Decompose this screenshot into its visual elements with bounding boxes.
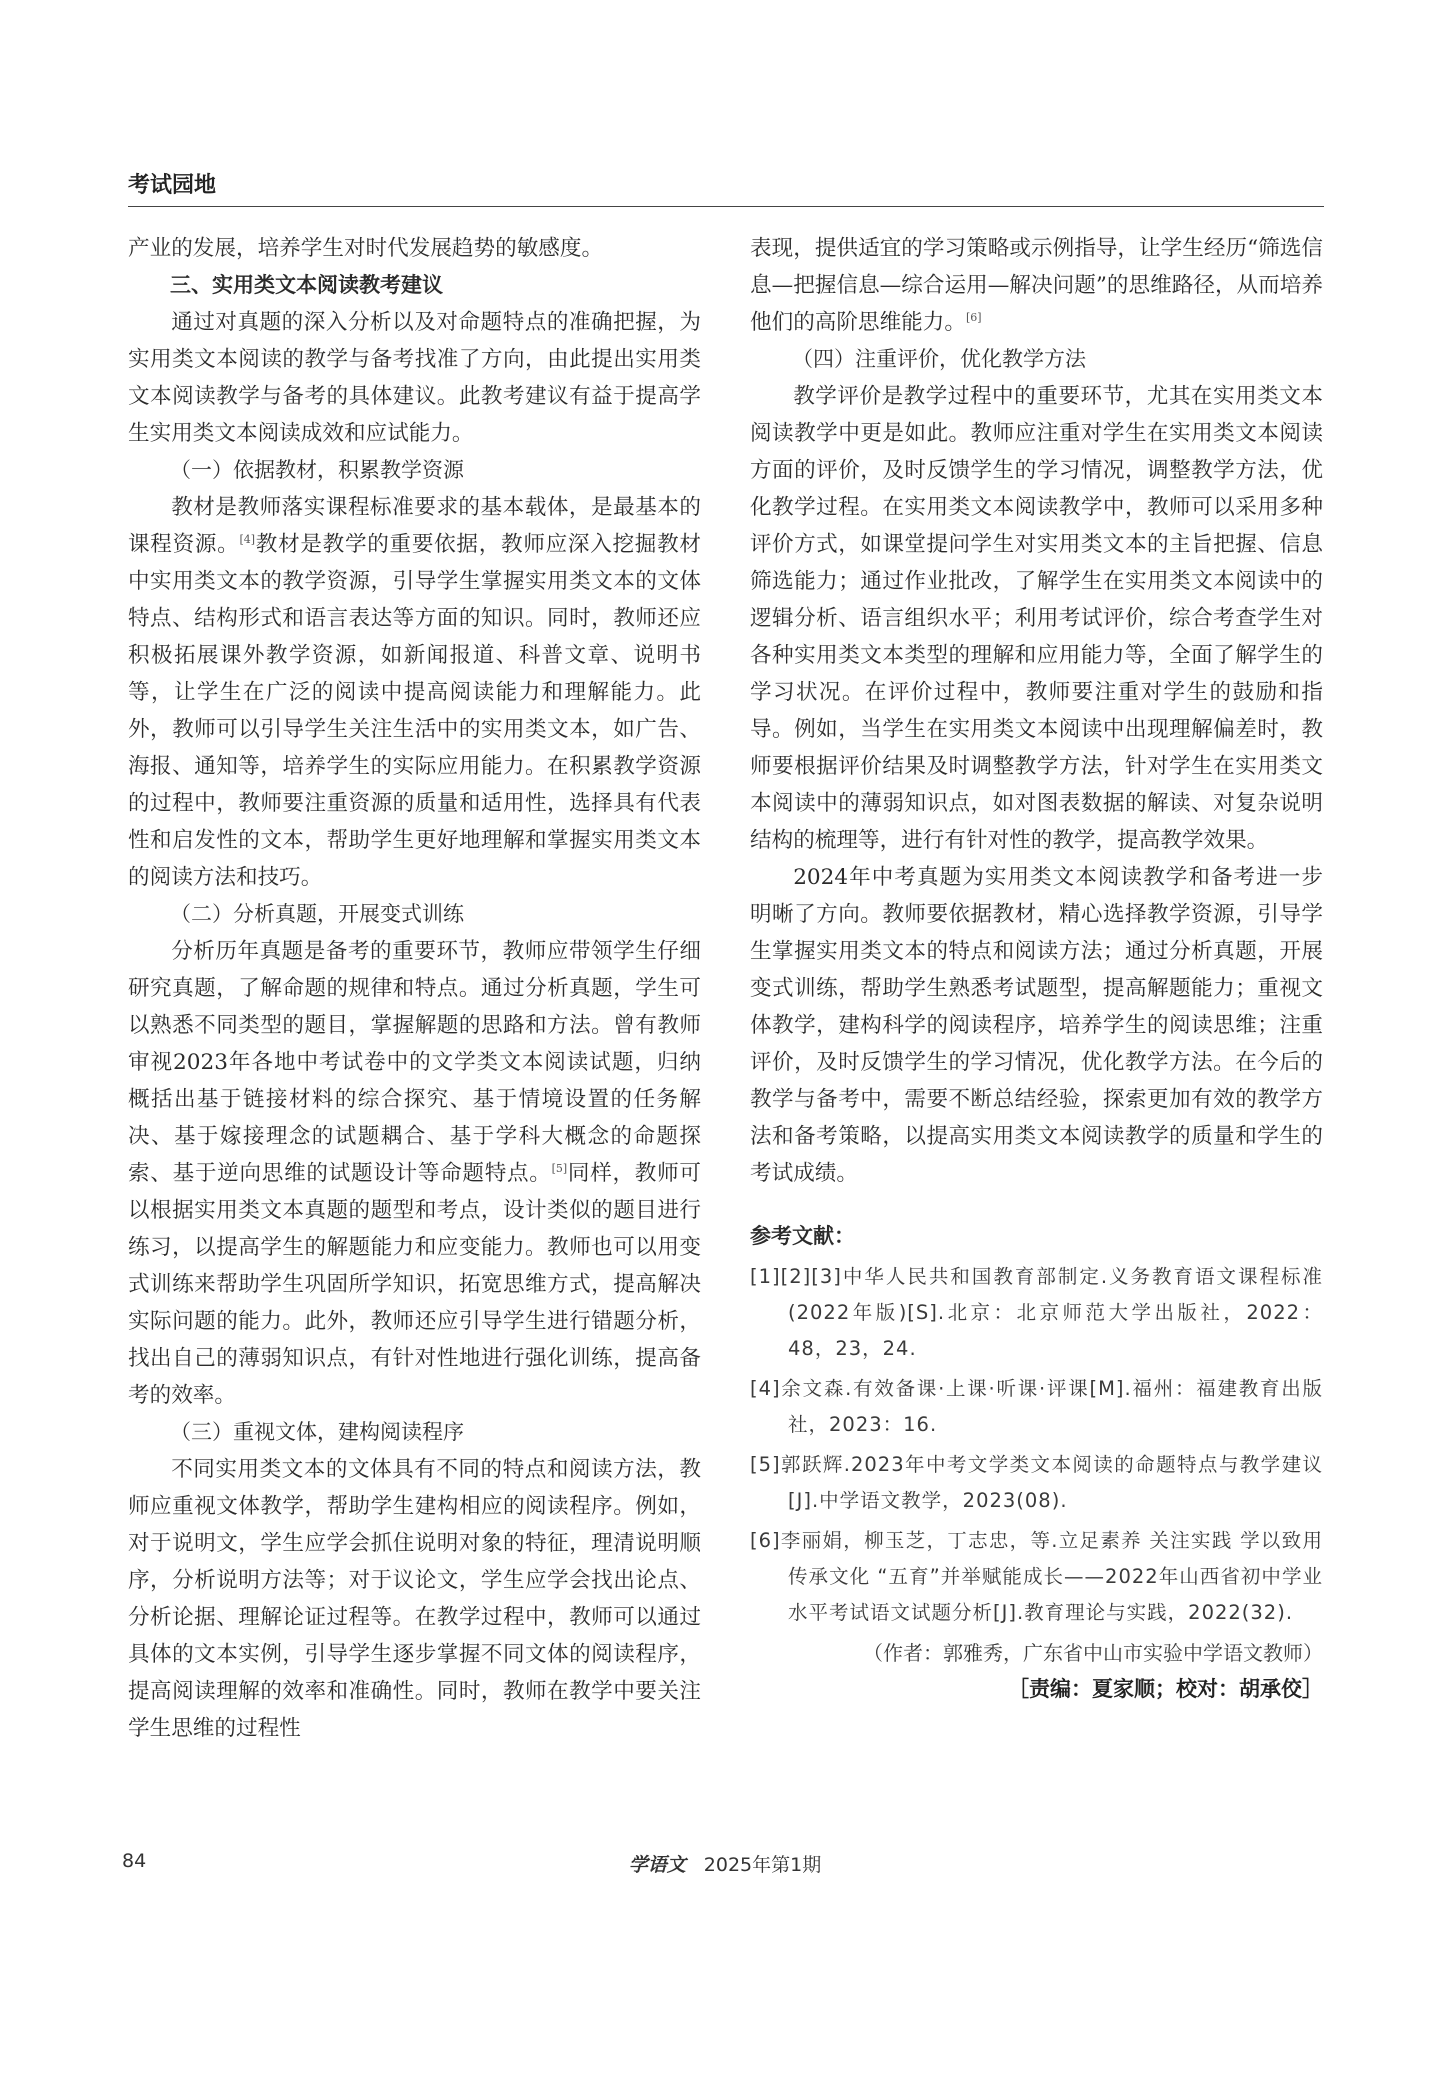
subheading-evaluation: （四）注重评价，优化教学方法 — [792, 347, 1086, 371]
paragraph-continued: 产业的发展，培养学生对时代发展趋势的敏感度。 — [128, 236, 604, 261]
paragraph-genre-continued — [750, 230, 1323, 341]
paragraph-textbook-b: 教材是教学的重要依据，教师应深入挖掘教材中实用类文本的教学资源，引导学生掌握实用类文本的文体特点、结构形式和语言表达等方面的知识。同时，教师还应积极拓展课外教学资源，如新闻报道、科普文章、说明书等，让学生在广泛的阅读中提高阅读能力和理解能力。此外，教师可以引导学生关注生活中的实用类文本，如广告、海报、通知等，培养学生的实际应用能力。在积累教学资源的过程中，教师要注重资源的质量和适用性，选择具有代表性和启发性的文本，帮助学生更好地理解和掌握实用类文本的阅读方法和技巧。 — [128, 532, 701, 890]
subheading-textbook: （一）依据教材，积累教学资源 — [170, 458, 464, 482]
right-column — [750, 230, 1323, 1707]
paragraph-conclusion: 2024年中考真题为实用类文本阅读教学和备考进一步明晰了方向。教师要依据教材，精心选择教学资源，引导学生掌握实用类文本的特点和阅读方法；通过分析真题，开展变式训练，帮助学生熟悉考试题型，提高解题能力；重视文体教学，建构科学的阅读程序，培养学生的阅读思维；注重评价，及时反馈学生的学习情况，优化教学方法。在今后的教学与备考中，需要不断总结经验，探索更加有效的教学方法和备考策略，以提高实用类文本阅读教学的质量和学生的考试成绩。 — [750, 865, 1323, 1186]
author-note: （作者：郭雅秀，广东省中山市实验中学语文教师） — [863, 1641, 1323, 1665]
paragraph-exam-analysis — [128, 933, 701, 1414]
editor-note: ［责编：夏家顺；校对：胡承佼］ — [1008, 1677, 1323, 1701]
left-column — [128, 230, 701, 1747]
journal-name: 学语文 — [628, 1854, 686, 1876]
reference-item: [5]郭跃辉.2023年中考文学类文本阅读的命题特点与教学建议[J].中学语文教学，2023(08). — [750, 1453, 1323, 1512]
references-title: 参考文献： — [750, 1224, 855, 1248]
subheading-genre: （三）重视文体，建构阅读程序 — [170, 1420, 464, 1444]
reference-item: [4]余文森.有效备课·上课·听课·评课[M].福州：福建教育出版社，2023：16. — [750, 1377, 1323, 1436]
paragraph-exam-analysis-b: 同样，教师可以根据实用类文本真题的题型和考点，设计类似的题目进行练习，以提高学生的解题能力和应变能力。教师也可以用变式训练来帮助学生巩固所学知识，拓宽思维方式，提高解决实际问题的能力。此外，教师还应引导学生进行错题分析，找出自己的薄弱知识点，有针对性地进行强化训练，提高备考的效率。 — [128, 1161, 701, 1408]
header-divider — [128, 206, 1324, 207]
paragraph-textbook — [128, 489, 701, 896]
paragraph-evaluation: 教学评价是教学过程中的重要环节，尤其在实用类文本阅读教学中更是如此。教师应注重对学生在实用类文本阅读方面的评价，及时反馈学生的学习情况，调整教学方法，优化教学过程。在实用类文本阅读教学中，教师可以采用多种评价方式，如课堂提问学生对实用类文本的主旨把握、信息筛选能力；通过作业批改，了解学生在实用类文本阅读中的逻辑分析、语言组织水平；利用考试评价，综合考查学生对各种实用类文本类型的理解和应用能力等，全面了解学生的学习状况。在评价过程中，教师要注重对学生的鼓励和指导。例如，当学生在实用类文本阅读中出现理解偏差时，教师要根据评价结果及时调整教学方法，针对学生在实用类文本阅读中的薄弱知识点，如对图表数据的解读、对复杂说明结构的梳理等，进行有针对性的教学，提高教学效果。 — [750, 384, 1323, 853]
reference-item: [1][2][3]中华人民共和国教育部制定.义务教育语文课程标准(2022年版)[S].北京：北京师范大学出版社，2022：48，23，24. — [750, 1265, 1323, 1360]
subheading-exam-analysis: （二）分析真题，开展变式训练 — [170, 902, 464, 926]
citation-6: [6] — [965, 311, 982, 324]
paragraph-intro: 通过对真题的深入分析以及对命题特点的准确把握，为实用类文本阅读的教学与备考找准了方向，由此提出实用类文本阅读教学与备考的具体建议。此教考建议有益于提高学生实用类文本阅读成效和应试能力。 — [128, 310, 701, 446]
reference-item: [6]李丽娟，柳玉芝，丁志忠，等.立足素养 关注实践 学以致用 传承文化 “五育”并举赋能成长——2022年山西省初中学业水平考试语文试题分析[J].教育理论与实践，2022(32). — [750, 1529, 1323, 1624]
paragraph-exam-analysis-a: 分析历年真题是备考的重要环节，教师应带领学生仔细研究真题，了解命题的规律和特点。通过分析真题，学生可以熟悉不同类型的题目，掌握解题的思路和方法。曾有教师审视2023年各地中考试卷中的文学类文本阅读试题，归纳概括出基于链接材料的综合探究、基于情境设置的任务解决、基于嫁接理念的试题耦合、基于学科大概念的命题探索、基于逆向思维的试题设计等命题特点。 — [128, 939, 701, 1186]
paragraph-textbook-a: 教材是教师落实课程标准要求的基本载体，是最基本的课程资源。 — [128, 495, 701, 557]
citation-5: [5] — [551, 1162, 568, 1175]
section-header: 考试园地 — [128, 173, 217, 198]
citation-4: [4] — [239, 533, 256, 546]
footer-journal-info — [0, 1850, 1450, 1877]
section-heading: 三、实用类文本阅读教考建议 — [170, 273, 443, 297]
paragraph-genre: 不同实用类文本的文体具有不同的特点和阅读方法，教师应重视文体教学，帮助学生建构相应的阅读程序。例如，对于说明文，学生应学会抓住说明对象的特征，理清说明顺序，分析说明方法等；对于议论文，学生应学会找出论点、分析论据、理解论证过程等。在教学过程中，教师可以通过具体的文本实例，引导学生逐步掌握不同文体的阅读程序，提高阅读理解的效率和准确性。同时，教师在教学中要关注学生思维的过程性 — [128, 1457, 701, 1741]
page-number: 84 — [122, 1850, 147, 1872]
journal-issue: 2025年第1期 — [703, 1854, 822, 1876]
paragraph-genre-continued-text: 表现，提供适宜的学习策略或示例指导，让学生经历“筛选信息—把握信息—综合运用—解决问题”的思维路径，从而培养他们的高阶思维能力。 — [750, 236, 1323, 335]
